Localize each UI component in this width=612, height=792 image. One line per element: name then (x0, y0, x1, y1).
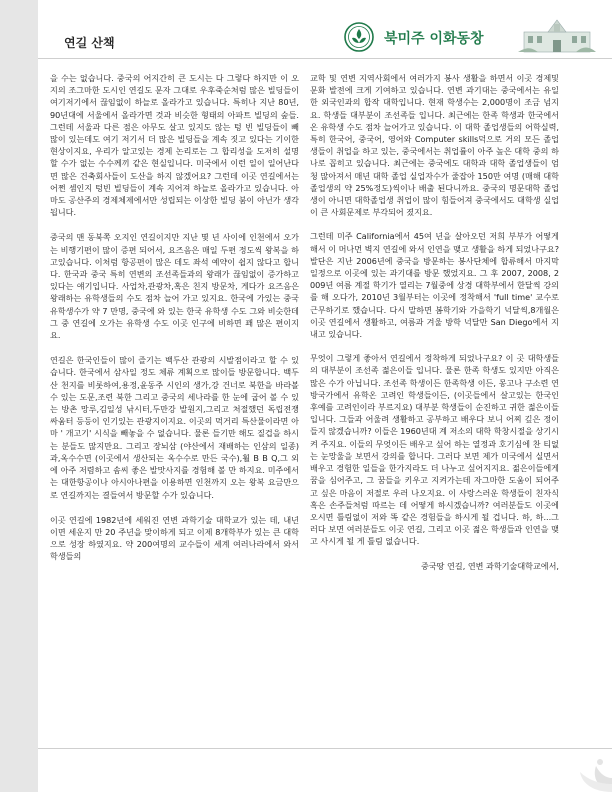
article-paragraph: 교학 및 연변 지역사회에서 여러가지 봉사 생활을 하면서 이곳 경제및 문화 발전에 크게 기여하고 있습니다. 연변 과기대는 중국에서는 유일한 외국인과의 합작 대학입니다. 현재 학생수는 2,000명이 조금 넘지요. 학생들 대부분이 조선족들 입니다. 최근에는 한족 학생과 한국에서 온 유학생 수도 점차 늘어가고 있습니다. 이 대학 졸업생들의 어학실력, 특히 한국어, 중국어, 영어와 Computer skills덕으로 거의 모든 졸업생들이 취업을 하고 있는, 중국에서는 취업률이 아주 높은 대학 중의 하나로 꼽히고 있습니다. 최근에는 중국에도 대학과 대학 졸업생들이 엄청 많아져서 매년 대학 졸업 실업자수가 줄잡아 150만 여명 (매해 대학 졸업생의 약 25%정도)씩이나 배출 된다니까요. 중국의 명문대학 졸업생이 아니면 대학졸업생 취업이 많이 힘들어져 중국에서도 대학생 실업이 큰 사회문제로 부각되어 졌지요. (310, 73, 559, 218)
article-paragraph: 중국의 맨 동북쪽 오지인 연길이지만 지난 몇 년 사이에 인천에서 오가는 비행기편이 많이 증편 되어서, 요즈음은 매일 두편 정도씩 왕복을 하고있습니다. 이처럼 항공편이 많은 데도 좌석 예약이 쉽지 않다고 합니다. 한국과 중국 특히 연변의 조선족들과의 왕래가 끊임없이 증가하고 있다는 얘기입니다. 사업차,관광차,혹은 친지 방문차, 게다가 요즈음은 왕래하는 유학생들의 수도 점차 늘어 가고 있지요. 한국에 가있는 중국 유학생수가 약 7 만명, 중국에 와 있는 한국 유학생 수도 그와 비슷한데 그 중 연길에 오가는 유학생 수도 이곳 인구에 비하면 꽤 많은 편이지요. (50, 232, 299, 341)
article-column-right (310, 72, 559, 572)
article-paragraph: 을 수는 없습니다. 중국의 어지간히 큰 도시는 다 그렇다 하지만 이 오지의 조그마한 도시인 연길도 문자 그대로 우후죽순처럼 많은 빌딩들이 여기저기에서 끊임없이 하늘로 올라가고 있습니다. 특히나 지난 80년, 90년대에 서울에서 올라가면 것과 비슷한 형태의 아파트 빌딩의 숲들. 그런데 서울과 다른 점은 아무도 살고 있지도 않는 텅 빈 빌딩들이 빼 많이 있는데도 여기 저기서 더 많은 빌딩들을 계속 짓고 있다는 기이한 현상이지요, 우리가 알고있는 경제 논리로는 그 합리성을 도저히 설명할 수가 없는 수수께끼 같은 현실입니다. 미국에서 이런 일이 일어난다면 많은 건축회사들이 도산을 하지 않겠어요? 그런데 이곳 연길에서는 어쩐 셈인지 텅빈 빌딩들이 계속 지어져 하늘로 올라가고 있습니다. 아마도 공산주의 경제체제에서만 성립되는 이상한 빌딩 붐이 아닌가 생각 됩니다. (50, 73, 299, 218)
footer-divider (38, 748, 612, 749)
section-title: 연길 산책 (64, 36, 115, 50)
article-paragraph: 그런데 미주 California에서 45여 년을 살아오던 저희 부부가 어떻게 해서 이 머나먼 벽지 연길에 와서 인연을 맺고 생활을 하게 되었나구요? 발단은 지난 2006년에 중국을 방문하는 봉사단체에 합류해서 마지막 일정으로 이곳에 있는 과기대를 방문 했었지요. 그 후 2007, 2008, 2009년 여름 계절 학기가 열리는 7월중에 상경 대학부에서 한달씩 강의를 해 오다가, 2010년 3월부터는 이곳에 정착해서 'full time' 교수로 근무하기로 했습니다. 다시 말하면 봄학기와 가을학기 넉달씩,8개월은 이곳 연길에서 생활하고, 여름과 겨울 방학 넉달만 San Diego에서 지내고 있습니다. (310, 231, 559, 340)
author-signature: 중국땅 연길, 연변 과학기술대학교에서, (421, 560, 559, 571)
article-paragraph: 무엇이 그렇게 좋아서 연길에서 정착하게 되었나구요? 이 곳 대학생들의 대부분이 조선족 젊은이들 입니다. 물론 한족 학생도 있지만 아직은 많은 수가 아닙니다. 조선족 학생이든 한족학생 이든, 몽고나 구소련 연방국가에서 유학온 고려인 학생들이든, (이곳들에서 살고있는 한국인 후예를 고려인이라 부르지요) 대부분 학생들이 순진하고 귀한 젊은이들 입니다. 그들과 어울려 생활하고 공부하고 배우다 보니 어찌 깊은 정이 들지 않겠습니까? 이들은 1960년대 계 저소의 대학 학창시절을 상기시켜 주지요. 이들의 무엇이든 배우고 싶어 하는 열정과 호기심에 찬 티없는 눈망울을 보면서 강의를 합니다. 그러다 보면 제가 미국에서 실면서 배우고 경험한 일들을 한가지라도 더 나누고 싶어지지요. 젊은이들에게 꿈을 심어주고, 그 꿈들을 키우고 지켜가는데 자그마한 도움이 되어주고 싶은 마음이 저절로 우러 나오지요. 이 사랑스러운 학생들이 친자식 혹은 손주들처럼 따르는 데 어떻게 하시겠습니까? 여러분들도 이곳에 오시면 틀림없이 저와 똑 같은 경험들을 하시게 될 겁니다. 하, 하...그러다 보면 여러분들도 이곳 연길, 그리고 이곳 젊은 학생들과 인연을 맺고 사시게 될 게 틀림 없습니다. (310, 353, 559, 547)
left-margin-band (0, 0, 38, 792)
campus-building-icon (518, 18, 596, 54)
article-paragraph: 이곳 연길에 1982년에 세워진 연변 과학기술 대학교가 있는 데, 내년이면 세운지 만 20 주년을 맞이하게 되고 이제 8개학부가 있는 큰 대학으로 성장 하였지요. 약 200여명의 교수들이 세계 여러나라에서 와서 학생들의 (50, 514, 299, 562)
header-divider (38, 58, 612, 59)
ewha-emblem-icon (344, 22, 374, 52)
floral-corner-icon (548, 748, 612, 792)
brand-name: 북미주 이화동창 (384, 31, 484, 47)
brand-logo (344, 22, 598, 52)
page-header (0, 0, 612, 64)
article-paragraph: 연길은 한국인들이 많이 즐기는 백두산 관광의 시발점이라고 할 수 있습니다. 한국에서 삼사일 정도 체류 계획으로 많이들 방문합니다. 백두산 천지를 비롯하여,용정,윤동주 시인의 생가,강 건너로 북한을 바라볼 수 있는 도문,조련 북한 그리고 중국의 세나라를 한 눈에 굽어 볼 수 있는 방촌 망루,김일성 낚시터,두만강 발원지,그리고 처절했던 독립전쟁 싸움터 등등이 인기있는 관광지이지요. 이곳의 먹거리 특산물이라면 아마 ' 개고기' 시식을 빼놓을 수 없습니다. 물론 들기만 해도 질겁을 하시는 분들도 많지만요. 그리고 장뇌삼 (야산에서 재배하는 인삼의 일종)과,옥수수면 (이곳에서 생산되는 옥수수로 만든 국수),훨 B B Q,그 외에 아주 저렴하고 솜씨 좋은 발맛사지를 경험해 볼 만 하지요. 미주에서는 대한항공이나 아시아나편을 이용하면 인천까지 오는 왕복 요금만으로 연길까지는 결들여서 방문할 수가 있습니다. (50, 355, 299, 500)
article-column-left (50, 72, 299, 576)
